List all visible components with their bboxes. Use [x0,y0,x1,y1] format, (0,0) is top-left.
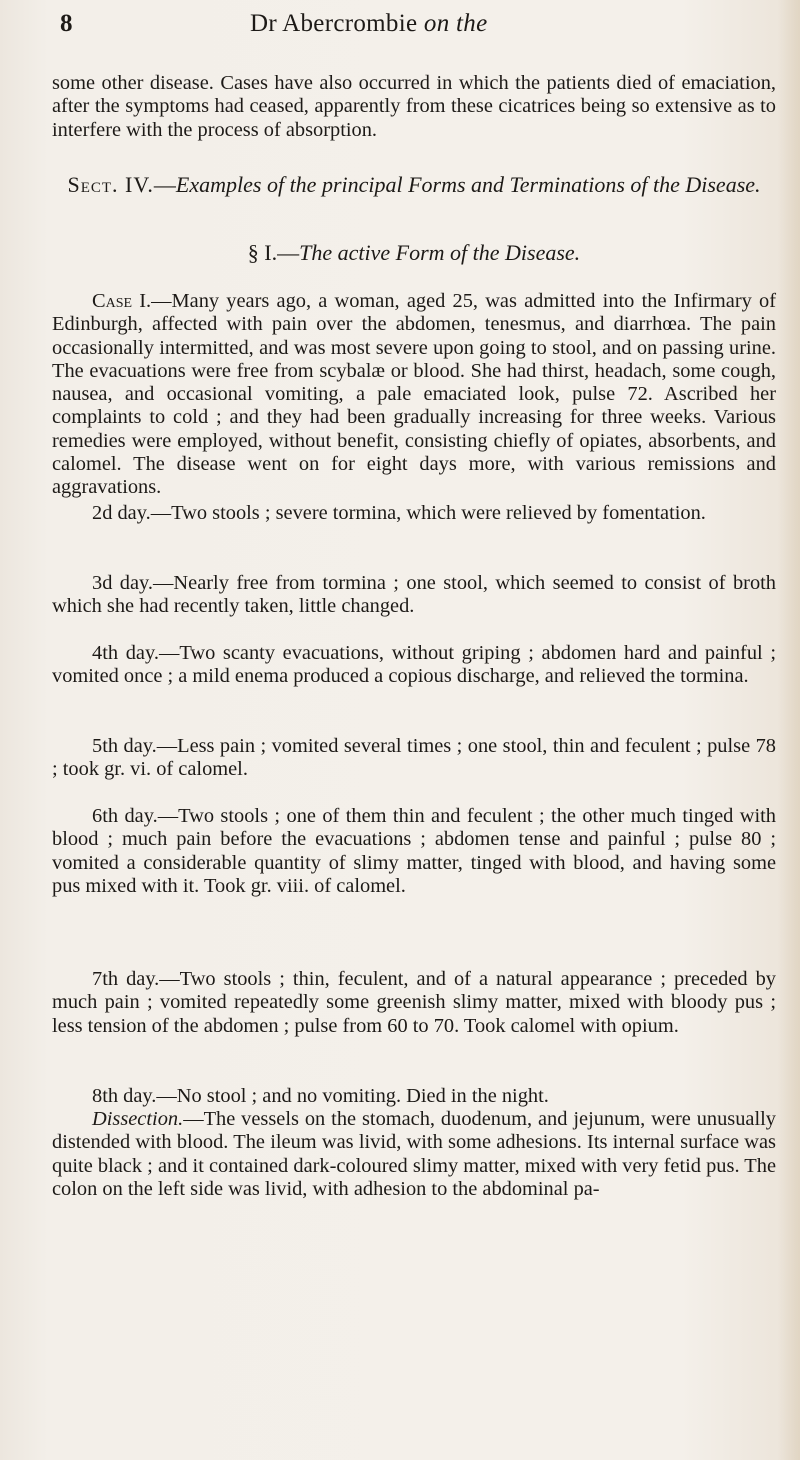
day-text: —Two stools ; thin, feculent, and of a natural appearance ; preceded by much pain ; vomited repeatedly some greenish slimy matter, mixed with bloody pus ; less tension of the abdomen ; pulse from 60 to 70. Took calomel with opium. [52,968,776,1037]
section-dash: — [153,172,176,197]
day-text: —Two stools ; one of them thin and feculent ; the other much tinged with blood ; much pain before the evacuations ; abdomen tense and painful ; pulse 80 ; vomited a considerable quantity of slimy matter, tinged with blood, and having some pus mixed with it. Took gr. viii. of calomel. [52,805,776,897]
day-label: 4th day. [92,642,159,664]
subsection-dash: — [277,240,300,265]
day-text: —Two scanty evacuations, without griping ; abdomen hard and painful ; vomited once ; a mild enema produced a copious discharge, and relieved the tormina. [52,642,777,688]
day-label: 7th day. [92,968,160,990]
day-entry [52,968,776,1038]
page-header [52,10,772,50]
running-head [250,10,487,38]
subsection-heading [52,240,776,266]
day-entry [52,642,776,689]
day-label: 2d day. [92,502,151,524]
subsection-title: The active Form of the Disease. [299,240,581,265]
day-text: —Two stools ; severe tormina, which were relieved by fomentation. [150,502,706,524]
running-head-italic: on the [423,10,488,37]
day-label: 3d day. [92,572,154,594]
dissection-label: Dissection. [92,1108,184,1130]
dissection-text: —The vessels on the stomach, duodenum, and jejunum, were unusually distended with blood. The ileum was livid, with some adhesions. Its internal surface was quite black ; and it contained dark-coloured slimy matter, mixed with very fetid pus. The colon on the left side was livid, with adhesion to the abdominal pa- [52,1108,776,1200]
running-head-roman: Dr Abercrombie [250,10,424,37]
day-label: 8th day. [92,1085,157,1107]
section-heading [52,170,776,200]
day-label: 6th day. [92,805,158,827]
day-entry [52,502,776,525]
case-text: —Many years ago, a woman, aged 25, was admitted into the Infirmary of Edinburgh, affected with pain over the abdomen, tenesmus, and diarrhœa. The pain occasionally intermitted, and was most severe upon going to stool, and on passing urine. The evacuations were free from scybalæ or blood. She had thirst, headach, some cough, nausea, and occasional vomiting, a pale emaciated look, pulse 72. Ascribed her complaints to cold ; and they had been gradually increasing for three weeks. Various remedies were employed, without benefit, consisting chiefly of opiates, absorbents, and calomel. The disease went on for eight days more, with various remissions and aggravations. [52,290,776,499]
day-entry [52,1085,776,1108]
section-title: Examples of the principal Forms and Terminations of the Disease. [175,172,761,197]
case-label: Case I. [92,290,152,312]
day-label: 5th day. [92,735,157,757]
day-entry [52,572,776,619]
case-paragraph [52,290,776,500]
intro-paragraph: some other disease. Cases have also occurred in which the patients died of emaciation, after the symptoms had ceased, apparently from these cicatrices being so extensive as to interfere with the process of absorption. [52,72,776,141]
section-label: Sect. IV. [67,172,154,197]
day-text: —Nearly free from tormina ; one stool, which seemed to consist of broth which she had recently taken, little changed. [52,572,776,618]
day-entry [52,735,776,782]
day-text: —Less pain ; vomited several times ; one stool, thin and feculent ; pulse 78 ; took gr. vi. of calomel. [52,735,776,781]
page-number: 8 [60,10,73,37]
page-edge-shading [778,0,800,1460]
day-text: —No stool ; and no vomiting. Died in the night. [156,1085,549,1107]
dissection-paragraph [52,1108,776,1201]
subsection-label: § I. [247,240,278,265]
day-entry [52,805,776,898]
